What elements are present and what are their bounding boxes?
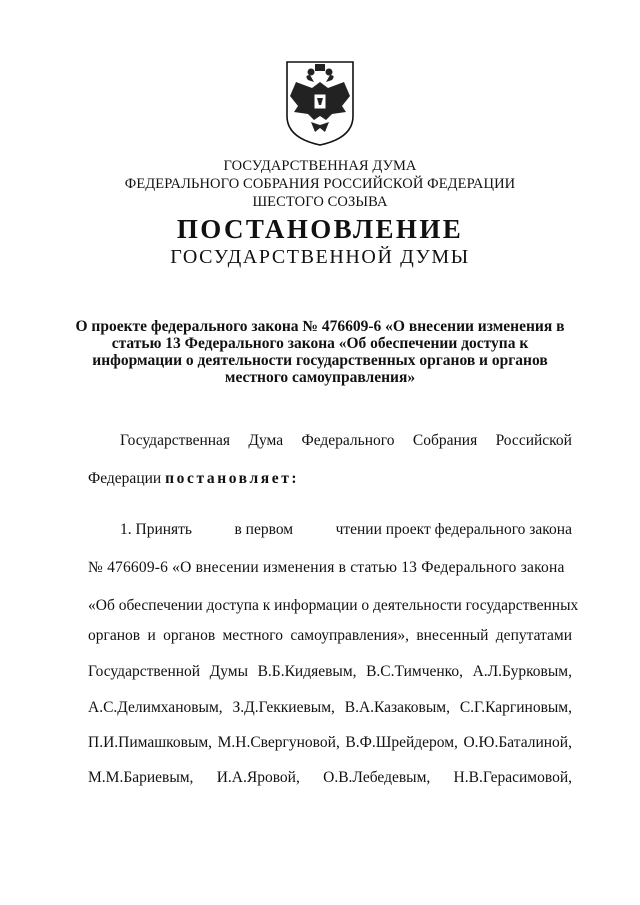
- document-subtitle: ГОСУДАРСТВЕННОЙ ДУМЫ: [170, 246, 470, 268]
- item-text: В.Б.Кидяевым,: [257, 663, 357, 680]
- subject-line: информации о деятельности государственных органов и органов: [92, 352, 548, 369]
- item-text: И.А.Яровой,: [216, 769, 300, 786]
- item-text: Государственной: [88, 663, 201, 680]
- item1-line-5: [88, 663, 572, 681]
- item-text: П.И.Пимашковым,: [88, 734, 213, 751]
- preamble-word: Государственная: [120, 432, 231, 449]
- item1-line-7: [88, 734, 572, 752]
- subject-line: статью 13 Федерального закона «Об обеспечении доступа к: [111, 335, 529, 352]
- item-text: самоуправления»,: [290, 627, 409, 644]
- item-text: органов: [88, 627, 141, 644]
- preamble-line-1: [120, 432, 572, 450]
- item1-line-8: [88, 769, 572, 787]
- item-text: А.С.Делимхановым,: [88, 699, 223, 716]
- header-line-2: ФЕДЕРАЛЬНОГО СОБРАНИЯ РОССИЙСКОЙ ФЕДЕРАЦИИ: [124, 176, 516, 192]
- preamble-word: Российской: [495, 432, 572, 449]
- item-text: М.Н.Свергуновой,: [217, 734, 340, 751]
- preamble-word: Федерального: [301, 432, 395, 449]
- item-text: О.Ю.Баталиной,: [463, 734, 572, 751]
- item-text: 1. Принять: [120, 521, 193, 538]
- item1-line-1: [120, 521, 572, 539]
- item-text: С.Г.Каргиновым,: [459, 699, 572, 716]
- item-text: З.Д.Геккиевым,: [232, 699, 335, 716]
- item-text: В.С.Тимченко,: [366, 663, 464, 680]
- preamble-word: Федерации: [88, 470, 162, 487]
- item-text: чтении проект федерального закона: [335, 521, 572, 538]
- subject-line: О проекте федерального закона № 476609-6 «О внесении изменения в: [75, 318, 565, 335]
- item-text: О.В.Лебедевым,: [323, 769, 431, 786]
- header-line-1: ГОСУДАРСТВЕННАЯ ДУМА: [223, 158, 417, 174]
- item-text: внесенный: [416, 627, 489, 644]
- item1-line-3: «Об обеспечении доступа к информации о деятельности государственных: [88, 597, 579, 614]
- document-title: ПОСТАНОВЛЕНИЕ: [176, 214, 464, 244]
- subject-line: местного самоуправления»: [224, 369, 416, 386]
- item1-line-6: [88, 699, 572, 717]
- item-text: и: [147, 627, 156, 644]
- item-text: в первом: [234, 521, 294, 538]
- item1-line-2: № 476609-6 «О внесении изменения в статью 13 Федерального закона: [88, 559, 565, 576]
- item-text: В.А.Казаковым,: [344, 699, 450, 716]
- resolution-verb: постановляет:: [165, 470, 300, 487]
- item-text: М.М.Бариевым,: [88, 769, 194, 786]
- item-text: органов: [163, 627, 216, 644]
- item1-line-4: [88, 627, 572, 645]
- coat-of-arms-emblem: [284, 58, 356, 148]
- preamble-word: Дума: [248, 432, 284, 449]
- item-text: В.Ф.Шрейдером,: [345, 734, 458, 751]
- item-text: местного: [222, 627, 283, 644]
- header-line-3: ШЕСТОГО СОЗЫВА: [252, 194, 388, 210]
- resolution-subject: [70, 318, 570, 386]
- item-text: А.Л.Бурковым,: [472, 663, 572, 680]
- item-text: Н.В.Герасимовой,: [453, 769, 572, 786]
- preamble-line-2: [88, 470, 299, 488]
- item-text: Думы: [209, 663, 249, 680]
- preamble-word: Собрания: [412, 432, 478, 449]
- item-text: депутатами: [495, 627, 572, 644]
